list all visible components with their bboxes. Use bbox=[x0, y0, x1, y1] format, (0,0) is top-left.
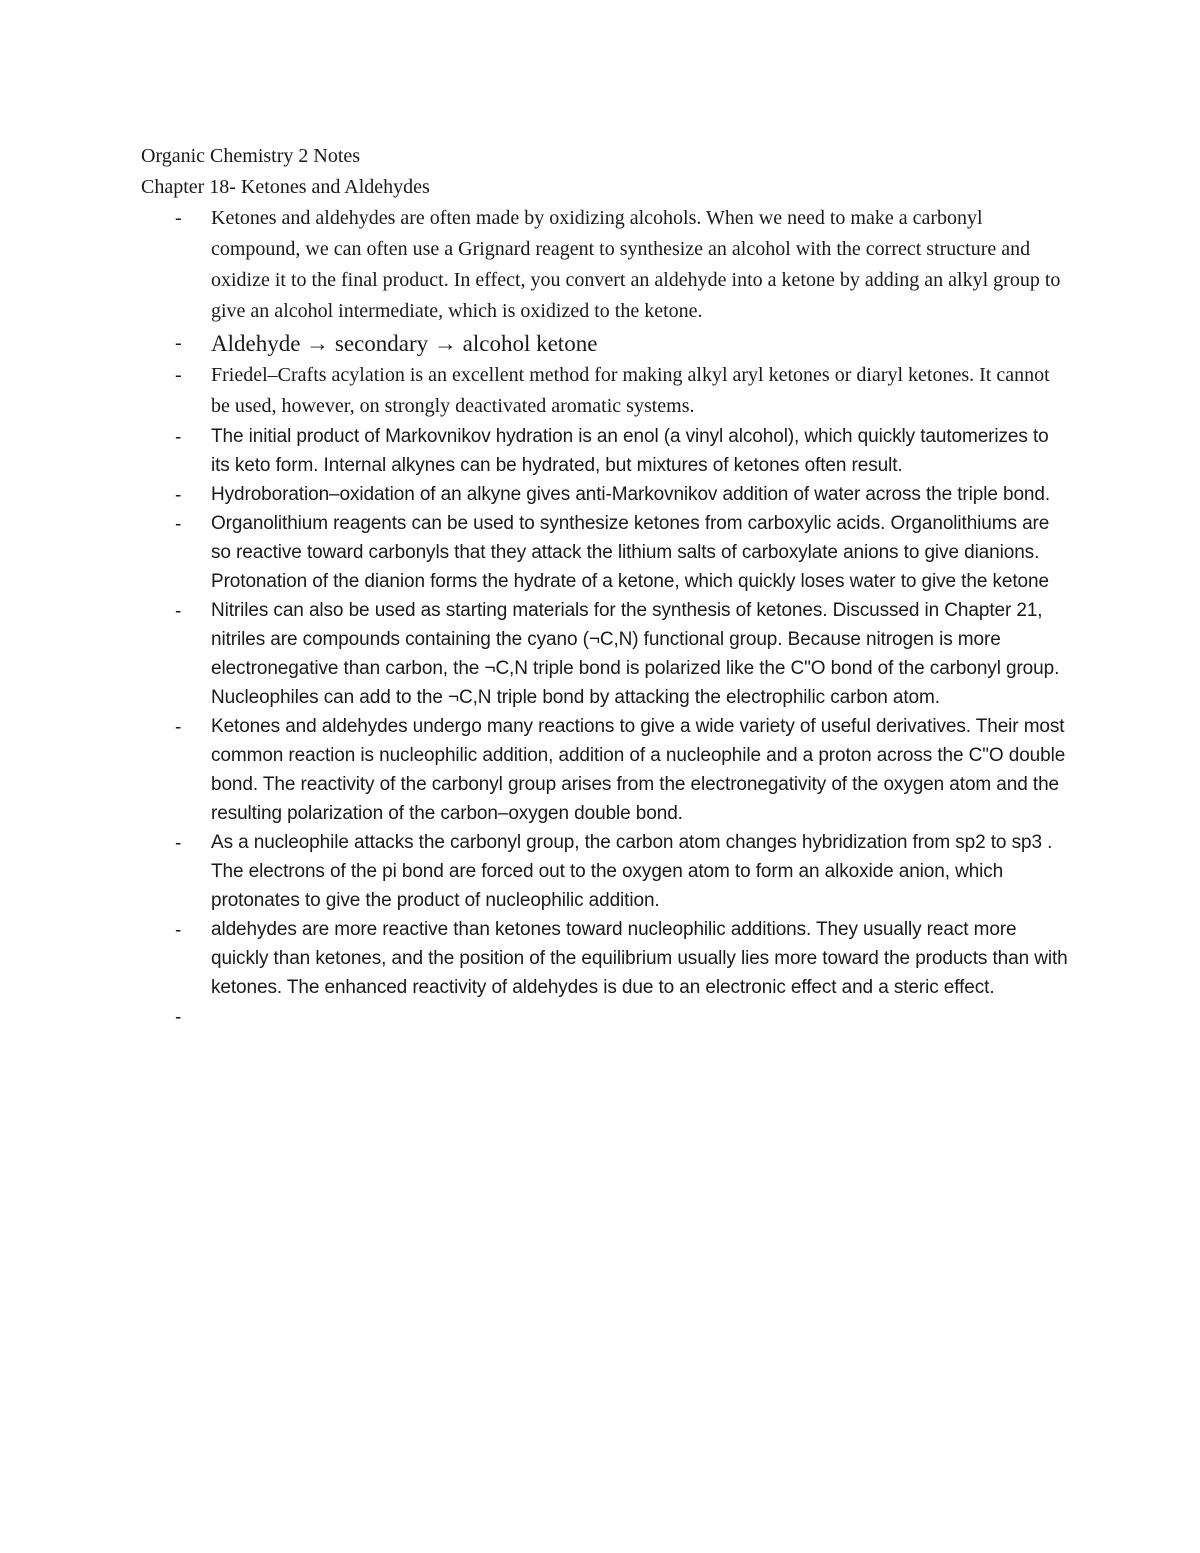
bullet-dash: - bbox=[175, 332, 182, 354]
list-item-text bbox=[211, 1006, 216, 1027]
list-item bbox=[0, 828, 1071, 915]
bullet-dash: - bbox=[175, 717, 182, 738]
list-item-text: Ketones and aldehydes are often made by oxidizing alcohols. When we need to make a carbonyl compound, we can often use a Grignard reagent to synthesize an alcohol with the correct structure and oxidize it to the final product. In effect, you convert an aldehyde into a ketone by adding an alkyl group to give an alcohol intermediate, which is oxidized to the ketone. bbox=[211, 207, 1061, 322]
bullet-dash: - bbox=[175, 514, 182, 535]
list-item-text: The initial product of Markovnikov hydration is an enol (a vinyl alcohol), which quickly tautomerizes to its keto form. Internal alkynes can be hydrated, but mixtures of ketones often result. bbox=[211, 426, 1049, 476]
list-item-text: Organolithium reagents can be used to synthesize ketones from carboxylic acids. Organolithiums are so reactive toward carbonyls that they attack the lithium salts of carboxylate anions to give dianions. Protonation of the dianion forms the hydrate of a ketone, which quickly loses water to give the ketone bbox=[211, 513, 1050, 592]
notes-bullet-list bbox=[0, 203, 1200, 1031]
bullet-dash: - bbox=[175, 833, 182, 854]
list-item bbox=[0, 480, 1071, 509]
list-item-text: Ketones and aldehydes undergo many reactions to give a wide variety of useful derivatives. Their most common reaction is nucleophilic addition, addition of a nucleophile and a proton across the C"O double bond. The reactivity of the carbonyl group arises from the electronegativity of the oxygen atom and the resulting polarization of the carbon–oxygen double bond. bbox=[211, 716, 1066, 824]
document-title: Organic Chemistry 2 Notes bbox=[141, 145, 361, 167]
bullet-dash: - bbox=[175, 601, 182, 622]
list-item bbox=[0, 327, 1071, 360]
list-item-text: Friedel–Crafts acylation is an excellent method for making alkyl aryl ketones or diaryl ketones. It cannot be used, however, on strongly deactivated aromatic systems. bbox=[211, 364, 1050, 417]
bullet-dash: - bbox=[175, 920, 182, 941]
list-item-empty bbox=[0, 1002, 1071, 1031]
list-item bbox=[0, 596, 1071, 712]
list-item bbox=[0, 712, 1071, 828]
list-item bbox=[0, 422, 1071, 480]
list-item-text: aldehydes are more reactive than ketones toward nucleophilic additions. They usually react more quickly than ketones, and the position of the equilibrium usually lies more toward the products than with ketones. The enhanced reactivity of aldehydes is due to an electronic effect and a steric effect. bbox=[211, 919, 1068, 998]
bullet-dash: - bbox=[175, 364, 182, 386]
list-item bbox=[0, 915, 1071, 1002]
list-item bbox=[0, 203, 1071, 327]
bullet-dash: - bbox=[175, 207, 182, 229]
chapter-heading: Chapter 18- Ketones and Aldehydes bbox=[141, 176, 430, 198]
list-item-text: Nitriles can also be used as starting materials for the synthesis of ketones. Discussed in Chapter 21, nitriles are compounds containing the cyano (¬C,N) functional group. Because nitrogen is more electronegative than carbon, the ¬C,N triple bond is polarized like the C"O bond of the carbonyl group. Nucleophiles can add to the ¬C,N triple bond by attacking the electrophilic carbon atom. bbox=[211, 600, 1060, 708]
list-item bbox=[0, 360, 1071, 422]
bullet-dash: - bbox=[175, 485, 182, 506]
list-item-text: As a nucleophile attacks the carbonyl group, the carbon atom changes hybridization from sp2 to sp3 . The electrons of the pi bond are forced out to the oxygen atom to form an alkoxide anion, which protonates to give the product of nucleophilic addition. bbox=[211, 832, 1053, 911]
bullet-dash: - bbox=[175, 1007, 182, 1028]
list-item bbox=[0, 509, 1071, 596]
bullet-dash: - bbox=[175, 427, 182, 448]
list-item-text: Hydroboration–oxidation of an alkyne gives anti-Markovnikov addition of water across the triple bond. bbox=[211, 484, 1051, 505]
list-item-text: Aldehyde → secondary → alcohol ketone bbox=[211, 331, 598, 356]
